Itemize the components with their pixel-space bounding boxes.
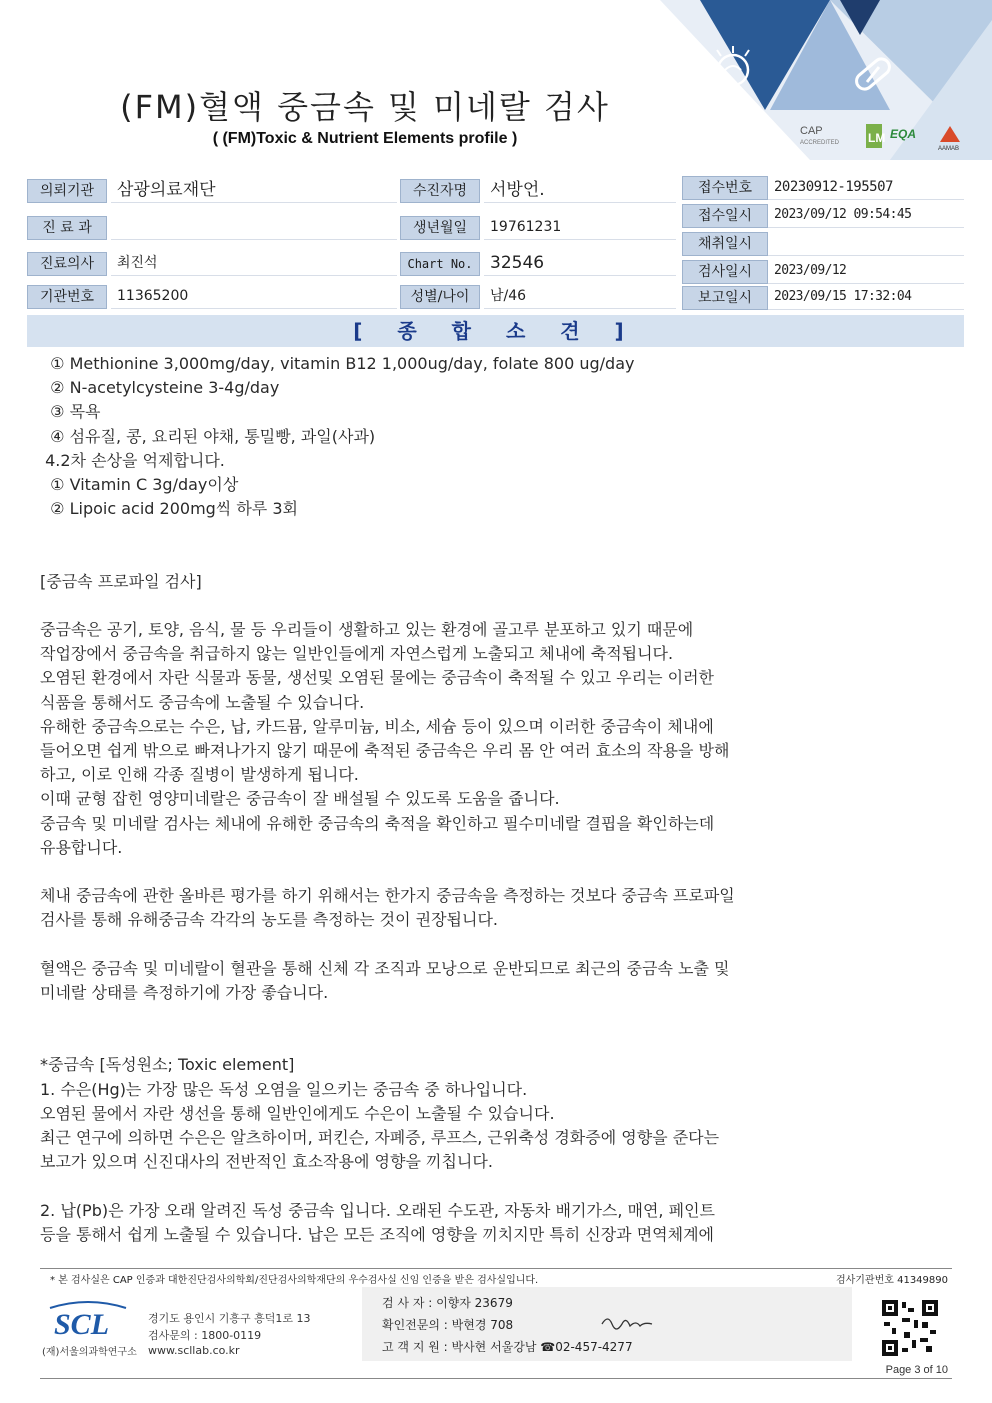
body-line: 최근 연구에 의하면 수은은 알츠하이머, 퍼킨슨, 자폐증, 루프스, 근위축성 경화증에 영향을 준다는 (40, 1128, 720, 1147)
inquiry-phone: 검사문의 : 1800-0119 (148, 1329, 262, 1342)
certification-logos (800, 122, 970, 152)
svg-text:ACCREDITED: ACCREDITED (800, 140, 840, 146)
body-line: 미네랄 상태를 측정하기에 가장 좋습니다. (40, 982, 329, 1002)
body-line (40, 860, 920, 884)
footer-bottom-divider (40, 1378, 952, 1379)
value-sex-age: 남/46 (484, 285, 676, 309)
body-line: 오염된 물에서 자란 생선을 통해 일반인에게도 수은이 노출될 수 있습니다. (40, 1103, 555, 1123)
label-birth-date: 생년월일 (400, 216, 480, 240)
body-line: 유용합니다. (40, 837, 123, 857)
report-subtitle: ( (FM)Toxic & Nutrient Elements profile ) (212, 130, 518, 147)
svg-text:AAMAB: AAMAB (938, 146, 960, 152)
body-line (40, 546, 920, 570)
body-line: 보고가 있으며 신진대사의 전반적인 효소작용에 영향을 끼칩니다. (40, 1152, 493, 1172)
scl-logo (48, 1300, 128, 1340)
footer-divider (40, 1268, 952, 1269)
body-line: *중금속 [독성원소; Toxic element] (40, 1055, 295, 1075)
label-accession-number: 접수번호 (682, 176, 768, 200)
body-line: 1. 수은(Hg)는 가장 많은 독성 오염을 일으키는 중금속 중 하나입니다. (40, 1079, 528, 1099)
value-physician: 최진석 (111, 252, 397, 276)
value-birth-date: 19761231 (484, 216, 676, 240)
value-institution-number: 11365200 (111, 285, 397, 309)
value-department (111, 216, 397, 240)
value-received-datetime: 2023/09/12 09:54:45 (768, 204, 964, 228)
body-line: 중금속 및 미네랄 검사는 체내에 유해한 중금속의 축적을 확인하고 필수미네랄 결핍을 확인하는데 (40, 813, 715, 833)
body-line: ② N-acetylcysteine 3-4g/day (40, 378, 280, 398)
body-line (40, 1174, 920, 1198)
label-institution-number: 기관번호 (27, 285, 107, 309)
body-line (40, 1029, 920, 1053)
signature-icon (598, 1310, 658, 1332)
agency-number: 검사기관번호 41349890 (835, 1275, 948, 1286)
body-line (40, 594, 920, 618)
value-accession-number: 20230912-195507 (768, 176, 964, 200)
body-line: 식품을 통해서도 중금속에 노출될 수 있습니다. (40, 692, 365, 712)
label-received-datetime: 접수일시 (682, 204, 768, 228)
qr-code-icon (882, 1300, 938, 1356)
body-line: 4.2차 손상을 억제합니다. (40, 450, 225, 470)
body-line: 이때 균형 잡힌 영양미네랄은 중금속이 잘 배설될 수 있도록 도움을 줍니다. (40, 789, 560, 809)
value-requesting-institution: 삼광의료재단 (111, 179, 397, 203)
summary-heading: [ 종 합 소 견 ] (27, 315, 964, 347)
body-line: 체내 중금속에 관한 올바른 평가를 하기 위해서는 한가지 중금속을 측정하는 것보다 중금속 프로파일 (40, 886, 735, 906)
body-line: 검사를 통해 유해중금속 각각의 농도를 측정하는 것이 권장됩니다. (40, 910, 499, 930)
value-report-datetime: 2023/09/15 17:32:04 (768, 286, 964, 310)
label-physician: 진료의사 (27, 252, 107, 276)
organization-name: (재)서울의과학연구소 (42, 1347, 137, 1358)
body-line: 등을 통해서 쉽게 노출될 수 있습니다. 납은 모든 조직에 영향을 끼치지만 특히 신장과 면역체계에 (40, 1224, 714, 1244)
address: 경기도 용인시 기흥구 흥덕1로 13 (148, 1312, 311, 1325)
body-line (40, 521, 920, 545)
report-title: (FM)혈액 중금속 및 미네랄 검사 (120, 88, 610, 126)
body-line: [중금속 프로파일 검사] (40, 571, 202, 591)
body-line: ① Vitamin C 3g/day이상 (40, 474, 239, 494)
svg-text:EQA: EQA (890, 127, 917, 141)
body-line: 중금속은 공기, 토양, 음식, 물 등 우리들이 생활하고 있는 환경에 골고루 분포하고 있기 때문에 (40, 620, 694, 640)
label-department: 진 료 과 (27, 216, 107, 240)
body-line (40, 1005, 920, 1029)
body-line: 유해한 중금속으로는 수은, 납, 카드뮴, 알루미늄, 비소, 세슘 등이 있으며 이러한 중금속이 체내에 (40, 716, 714, 736)
value-collection-datetime (768, 232, 964, 256)
body-line: 혈액은 중금속 및 미네랄이 혈관을 통해 신체 각 조직과 모낭으로 운반되므로 최근의 중금속 노출 및 (40, 958, 730, 978)
svg-text:LM: LM (868, 131, 886, 145)
scl-logo-text: SCL (54, 1308, 110, 1340)
body-line: 들어오면 쉽게 밖으로 빠져나가지 않기 때문에 축적된 중금속은 우리 몸 안 여러 효소의 작용을 방해 (40, 741, 730, 760)
capsule-icon (848, 52, 898, 97)
body-line: ③ 목욕 (40, 402, 101, 422)
certification-note: * 본 검사실은 CAP 인증과 대한진단검사의학회/진단검사의학재단의 우수검사실 신임 인증을 받은 검사실입니다. (50, 1275, 539, 1286)
customer-support: 고 객 지 원 : 박사현 서울강남 ☎02-457-4277 (382, 1340, 633, 1354)
body-line: 하고, 이로 인해 각종 질병이 발생하게 됩니다. (40, 765, 359, 785)
body-line: 오염된 환경에서 자란 식물과 동물, 생선및 오염된 물에는 중금속이 축적될 수 있고 우리는 이러한 (40, 668, 714, 688)
specialist: 확인전문의 : 박현경 708 (382, 1318, 514, 1332)
patient-info-table (27, 176, 964, 310)
body-line: ① Methionine 3,000mg/day, vitamin B12 1,000ug/day, folate 800 ug/day (40, 354, 635, 373)
label-patient-name: 수진자명 (400, 179, 480, 203)
svg-text:CAP: CAP (800, 125, 823, 137)
value-test-datetime: 2023/09/12 (768, 260, 964, 284)
label-requesting-institution: 의뢰기관 (27, 179, 107, 203)
label-chart-number: Chart No. (400, 252, 480, 276)
report-body (40, 352, 920, 1247)
value-patient-name: 서방언. (484, 179, 676, 203)
label-report-datetime: 보고일시 (682, 286, 768, 310)
label-sex-age: 성별/나이 (400, 285, 480, 309)
body-line: 작업장에서 중금속을 취급하지 않는 일반인들에게 자연스럽게 노출되고 체내에 축적됩니다. (40, 644, 674, 664)
website: www.scllab.co.kr (148, 1344, 240, 1357)
label-test-datetime: 검사일시 (682, 260, 768, 284)
body-line: ④ 섬유질, 콩, 요리된 야채, 통밀빵, 과일(사과) (40, 426, 376, 446)
label-collection-datetime: 채취일시 (682, 232, 768, 256)
value-chart-number: 32546 (484, 252, 676, 276)
body-line: 2. 납(Pb)은 가장 오래 알려진 독성 중금속 입니다. 오래된 수도관, 자동차 배기가스, 매연, 페인트 (40, 1200, 715, 1220)
tester: 검 사 자 : 이향자 23679 (382, 1296, 513, 1310)
body-line: ② Lipoic acid 200mg씩 하루 3회 (40, 499, 298, 519)
page-number: Page 3 of 10 (885, 1364, 948, 1376)
body-line (40, 933, 920, 957)
